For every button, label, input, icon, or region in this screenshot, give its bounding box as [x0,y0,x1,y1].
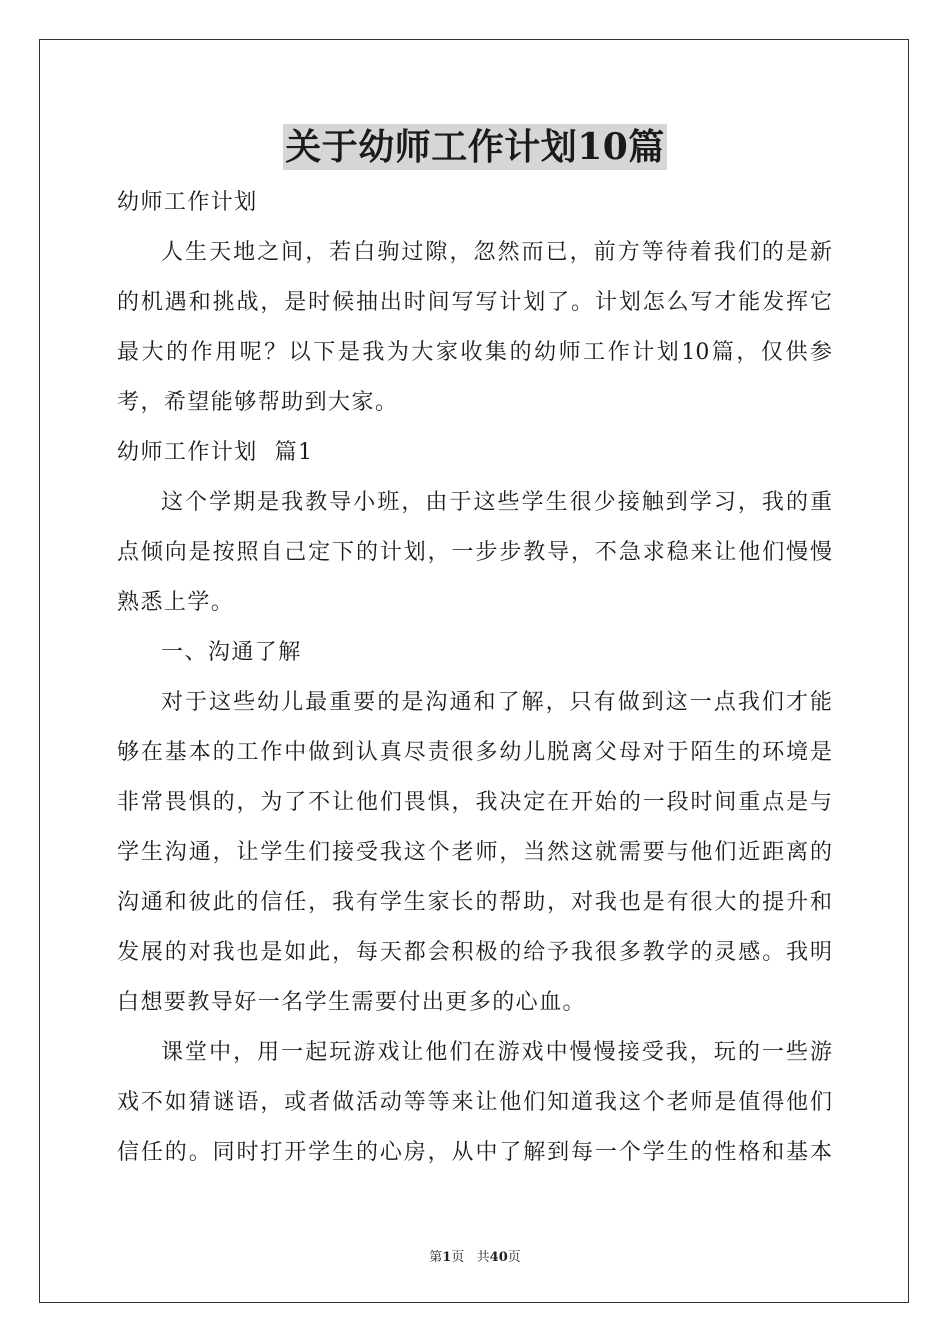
document-body [117,178,832,1178]
subsection-heading: 一、沟通了解 [161,640,302,665]
paragraph-line: 够在基本的工作中做到认真尽责很多幼儿脱离父母对于陌生的环境是 [117,740,832,765]
paragraph-line: 发展的对我也是如此，每天都会积极的给予我很多教学的灵感。我明 [117,940,832,965]
paragraph-line: 人生天地之间，若白驹过隙，忽然而已，前方等待着我们的是新 [161,240,832,265]
section-heading: 幼师工作计划 [117,190,258,215]
paragraph-line: 点倾向是按照自己定下的计划，一步步教导，不急求稳来让他们慢慢 [117,540,832,565]
page-suffix: 页 [507,1250,521,1265]
paragraph-line: 考，希望能够帮助到大家。 [117,390,399,415]
section-heading: 幼师工作计划 篇1 [117,440,314,465]
paragraph-line: 最大的作用呢？以下是我为大家收集的幼师工作计划10篇，仅供参 [117,340,832,365]
paragraph-line: 沟通和彼此的信任，我有学生家长的帮助，对我也是有很大的提升和 [117,890,832,915]
page-footer [0,1246,950,1265]
paragraph-line: 对于这些幼儿最重要的是沟通和了解，只有做到这一点我们才能 [161,690,832,715]
paragraph-line: 的机遇和挑战，是时候抽出时间写写计划了。计划怎么写才能发挥它 [117,290,832,315]
paragraph-line: 熟悉上学。 [117,590,235,615]
paragraph-line: 非常畏惧的，为了不让他们畏惧，我决定在开始的一段时间重点是与 [117,790,832,815]
paragraph-line: 白想要教导好一名学生需要付出更多的心血。 [117,990,587,1015]
paragraph-line: 戏不如猜谜语，或者做活动等等来让他们知道我这个老师是值得他们 [117,1090,832,1115]
paragraph-line: 学生沟通，让学生们接受我这个老师，当然这就需要与他们近距离的 [117,840,832,865]
paragraph-line: 这个学期是我教导小班，由于这些学生很少接触到学习，我的重 [161,490,832,515]
page-prefix: 第 [429,1250,443,1265]
page-mid: 页 共 [451,1250,490,1265]
paragraph-line: 课堂中，用一起玩游戏让他们在游戏中慢慢接受我，玩的一些游 [161,1040,832,1065]
current-page-number: 1 [442,1250,452,1265]
paragraph-line: 信任的。同时打开学生的心房，从中了解到每一个学生的性格和基本 [117,1140,832,1165]
document-title: 关于幼师工作计划10篇 [285,126,665,168]
title-container [0,124,950,170]
total-page-number: 40 [489,1250,508,1265]
